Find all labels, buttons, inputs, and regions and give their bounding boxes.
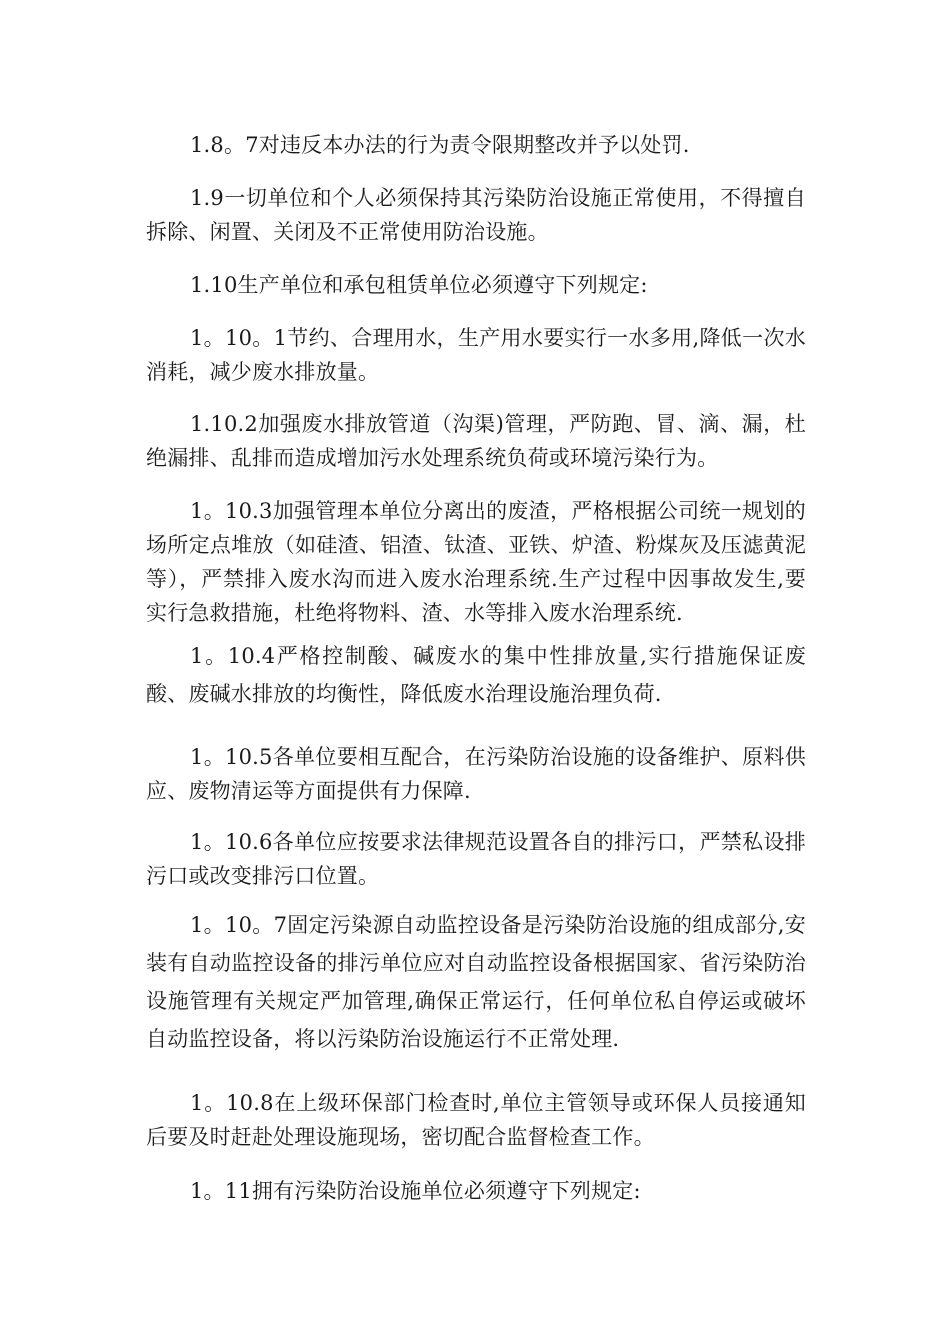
paragraph-1-10-6: 1。10.6各单位应按要求法律规范设置各自的排污口，严禁私设排污口或改变排污口位置。 xyxy=(146,830,806,888)
paragraph-1-11: 1。11拥有污染防治设施单位必须遵守下列规定: xyxy=(190,1179,641,1203)
paragraph-1-10-7: 1。10。7固定污染源自动监控设备是污染防治设施的组成部分,安装有自动监控设备的排污单位应对自动监控设备根据国家、省污染防治设施管理有关规定严加管理,确保正常运行，任何单位私自停运或破坏自动监控设备，将以污染防治设施运行不正常处理. xyxy=(146,913,806,1051)
paragraph-1-10-2: 1.10.2加强废水排放管道（沟渠)管理，严防跑、冒、滴、漏，杜绝漏排、乱排而造成增加污水处理系统负荷或环境污染行为。 xyxy=(146,412,806,470)
paragraph-1-10: 1.10生产单位和承包租赁单位必须遵守下列规定: xyxy=(190,273,648,297)
paragraph-1-9: 1.9一切单位和个人必须保持其污染防治设施正常使用，不得擅自拆除、闲置、关闭及不正常使用防治设施。 xyxy=(146,186,806,244)
paragraph-1-10-5: 1。10.5各单位要相互配合，在污染防治设施的设备维护、原料供应、废物清运等方面提供有力保障. xyxy=(146,745,806,803)
paragraph-1-8-7: 1.8。7对违反本办法的行为责令限期整改并予以处罚. xyxy=(190,133,690,157)
paragraph-1-10-8: 1。10.8在上级环保部门检查时,单位主管领导或环保人员接通知后要及时赶赴处理设施现场，密切配合监督检查工作。 xyxy=(146,1091,806,1149)
paragraph-1-10-4: 1。10.4严格控制酸、碱废水的集中性排放量,实行措施保证废酸、废碱水排放的均衡性，降低废水治理设施治理负荷. xyxy=(146,644,806,706)
paragraph-1-10-1: 1。10。1节约、合理用水，生产用水要实行一水多用,降低一次水消耗，减少废水排放量。 xyxy=(146,326,806,384)
paragraph-1-10-3: 1。10.3加强管理本单位分离出的废渣，严格根据公司统一规划的场所定点堆放（如硅渣、铝渣、钛渣、亚铁、炉渣、粉煤灰及压滤黄泥等），严禁排入废水沟而进入废水治理系统.生产过程中因事故发生,要实行急救措施，杜绝将物料、渣、水等排入废水治理系统. xyxy=(146,499,806,625)
